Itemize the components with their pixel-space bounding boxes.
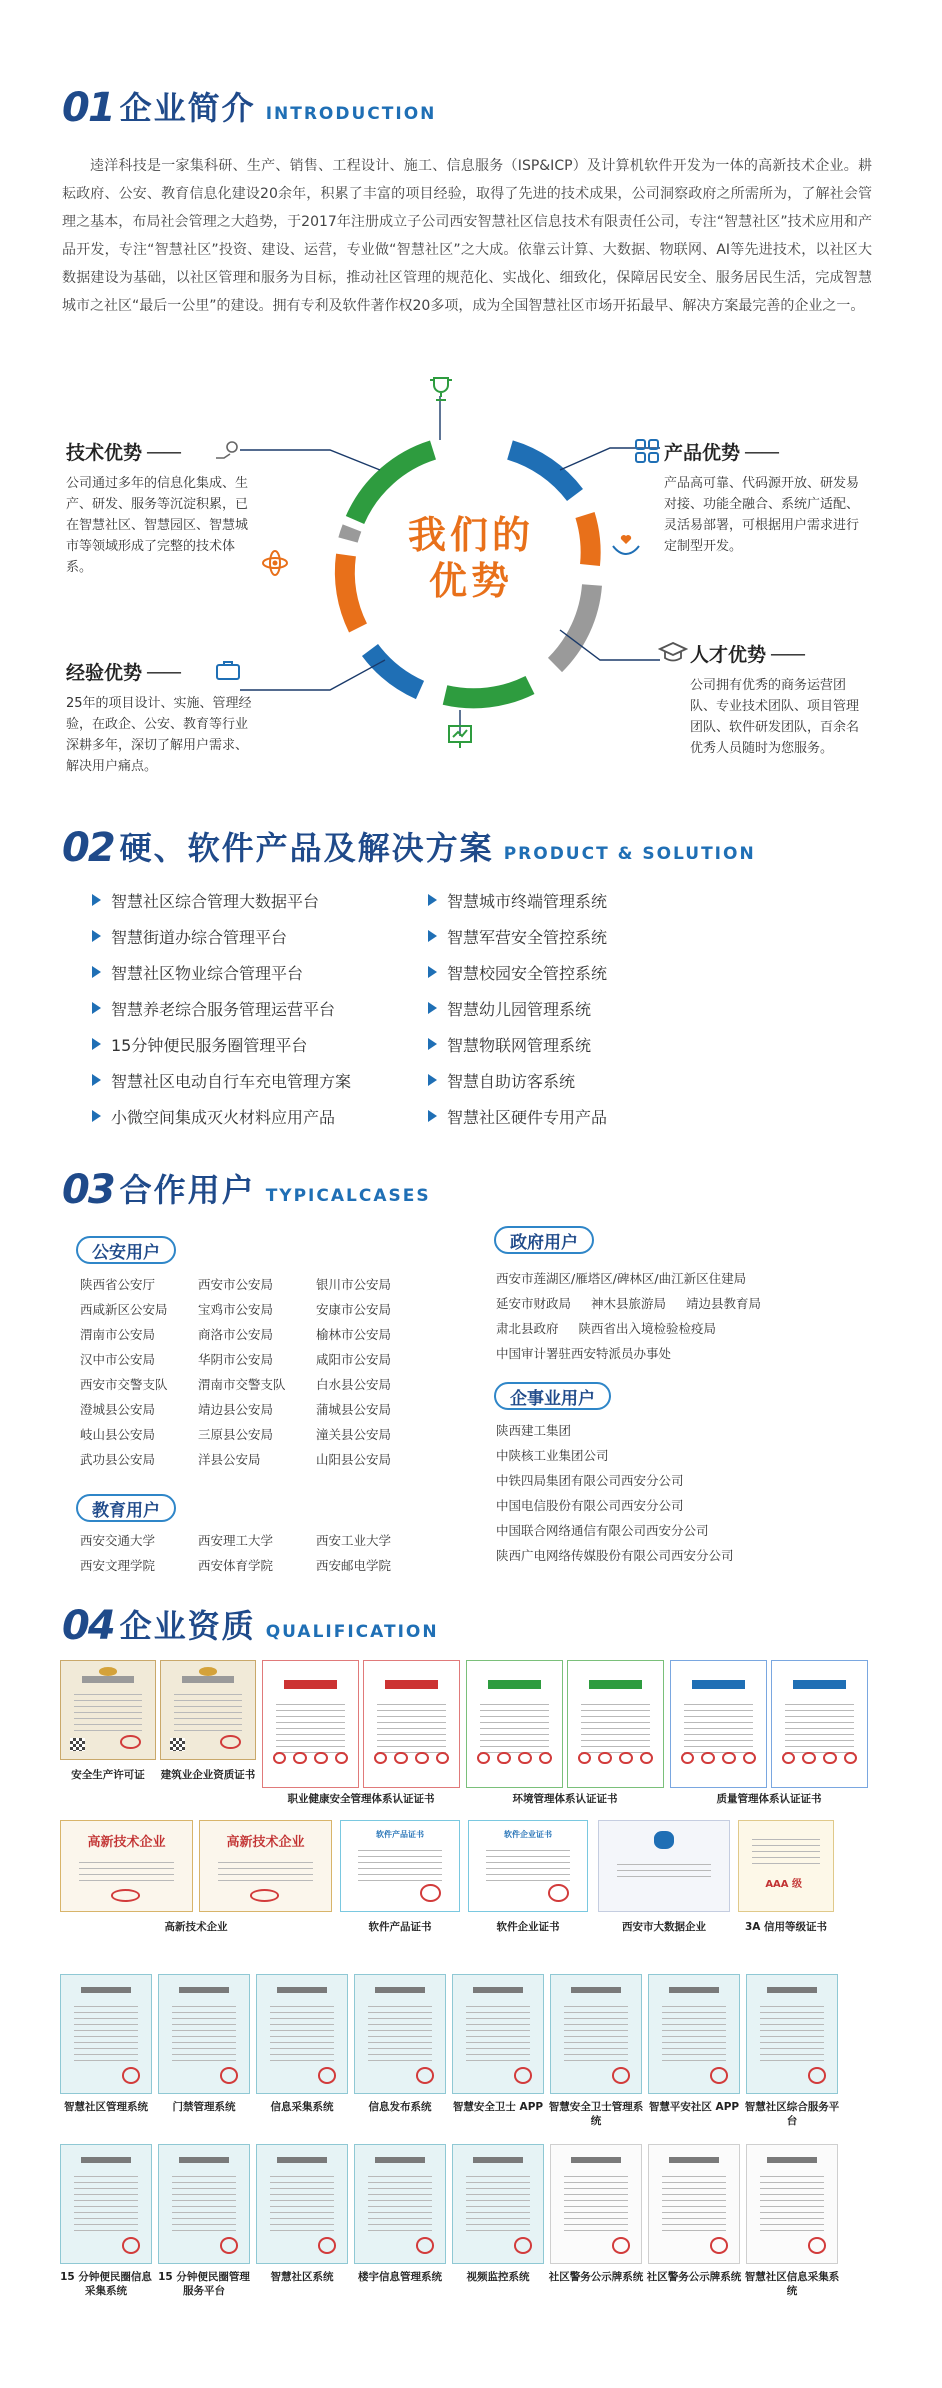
section-title: 合作用户 (119, 1171, 256, 1209)
trophy-icon (426, 374, 456, 404)
advantage-title: 技术优势 —— (66, 440, 181, 464)
certificate-row4-3: 楼宇信息管理系统 (354, 2144, 446, 2304)
list-item: 西咸新区公安局 (80, 1302, 168, 1317)
product-item: 智慧社区硬件专用产品 (428, 1098, 607, 1134)
product-item: 小微空间集成灭火材料应用产品 (92, 1098, 351, 1134)
certificate-row-4 (60, 2144, 838, 2304)
certificate-xian-big-data-enterprise: 西安市大数据企业 (598, 1820, 730, 1970)
section-title-en: QUALIFICATION (265, 1622, 439, 1642)
ring-arc-orange-left (345, 555, 358, 628)
product-item: 智慧社区电动自行车充电管理方案 (92, 1062, 351, 1098)
triangle-bullet-icon (92, 1110, 101, 1122)
product-item: 智慧物联网管理系统 (428, 1026, 607, 1062)
list-item: 西安理工大学 (198, 1533, 274, 1548)
list-item: 澄城县公安局 (80, 1402, 156, 1417)
certificate-row4-0: 15 分钟便民圈信息采集系统 (60, 2144, 152, 2304)
triangle-bullet-icon (92, 1038, 101, 1050)
section-number: 02 (62, 825, 114, 871)
product-list-left (92, 882, 351, 1134)
list-item: 靖边县公安局 (198, 1402, 274, 1417)
triangle-bullet-icon (428, 1002, 437, 1014)
list-item: 岐山县公安局 (80, 1427, 156, 1442)
list-item: 中国审计署驻西安特派员办事处 (496, 1346, 672, 1361)
list-item: 咸阳市公安局 (316, 1352, 392, 1367)
product-item: 智慧幼儿园管理系统 (428, 990, 607, 1026)
presentation-board-icon (445, 722, 475, 752)
tag-government-users: 政府用户 (494, 1226, 594, 1254)
advantage-title: 经验优势 —— (66, 660, 181, 684)
list-item: 陕西省公安厅 (80, 1277, 156, 1292)
triangle-bullet-icon (428, 966, 437, 978)
connector-tech (240, 450, 380, 470)
advantage-text: 公司拥有优秀的商务运营团队、专业技术团队、项目管理团队、软件研发团队，百余名优秀人员随时为您服务。 (690, 678, 860, 756)
ring-arc-green-top (355, 450, 433, 520)
certificate-row4-5: 社区警务公示牌系统 (550, 2144, 642, 2304)
section-number: 03 (62, 1167, 114, 1213)
triangle-bullet-icon (428, 1074, 437, 1086)
certificate-row-3 (60, 1974, 838, 2134)
certificate-row3-7: 智慧社区综合服务平台 (746, 1974, 838, 2134)
section-title: 企业简介 (119, 89, 256, 127)
triangle-bullet-icon (92, 966, 101, 978)
section-title: 企业资质 (119, 1607, 256, 1645)
list-item: 西安文理学院 (80, 1558, 156, 1573)
list-item: 延安市财政局 神木县旅游局 靖边县教育局 (496, 1296, 762, 1311)
certificate-row3-2: 信息采集系统 (256, 1974, 348, 2134)
certificate-construction-qualification: 建筑业企业资质证书 (160, 1660, 256, 1800)
triangle-bullet-icon (428, 894, 437, 906)
triangle-bullet-icon (428, 1110, 437, 1122)
list-item: 中国电信股份有限公司西安分公司 (496, 1498, 684, 1513)
list-item: 西安交通大学 (80, 1533, 156, 1548)
list-item: 西安市公安局 (198, 1277, 274, 1292)
list-item: 渭南市交警支队 (198, 1377, 286, 1392)
certificate-row4-2: 智慧社区系统 (256, 2144, 348, 2304)
certificate-row4-6: 社区警务公示牌系统 (648, 2144, 740, 2304)
triangle-bullet-icon (92, 930, 101, 942)
certificate-row3-3: 信息发布系统 (354, 1974, 446, 2134)
police-user-list (80, 1272, 426, 1472)
advantage-product (664, 438, 864, 557)
enterprise-user-list (496, 1418, 734, 1568)
list-item: 西安市交警支队 (80, 1377, 168, 1392)
section-number: 04 (62, 1603, 114, 1649)
advantage-text: 产品高可靠、代码源开放、研发易对接、功能全融合、系统广适配、灵活易部署，可根据用户需求进行定制型开发。 (664, 476, 860, 554)
certificate-row3-4: 智慧安全卫士 APP (452, 1974, 544, 2134)
list-item: 榆林市公安局 (316, 1327, 392, 1342)
list-item: 银川市公安局 (316, 1277, 392, 1292)
certificate-row3-0: 智慧社区管理系统 (60, 1974, 152, 2134)
advantages-center-line2: 优势 (428, 559, 513, 603)
certificate-row4-7: 智慧社区信息采集系统 (746, 2144, 838, 2304)
advantages-center-line1: 我们的 (407, 513, 534, 557)
atom-icon (260, 548, 290, 578)
connector-experience (240, 660, 385, 690)
product-item: 智慧养老综合服务管理运营平台 (92, 990, 351, 1026)
company-introduction-text: 逵洋科技是一家集科研、生产、销售、工程设计、施工、信息服务（ISP&ICP）及计算机软件开发为一体的高新技术企业。耕耘政府、公安、教育信息化建设20余年，积累了丰富的项目经验，取得了先进的技术成果，公司洞察政府之所需所为，了解社会管理之基本，布局社会管理之大趋势，于2017年注册成立子公司西安智慧社区信息技术有限责任公司，专注“智慧社区”技术应用和产品开发，专注“智慧社区”投资、建设、运营，专业做“智慧社区”之大成。依靠云计算、大数据、物联网、AI等先进技术，以社区大数据建设为基础，以社区管理和服务为目标，推动社区管理的规范化、实战化、细致化，保障居民安全、服务居民生活，完成智慧城市之社区“最后一公里”的建设。拥有专利及软件著作权20多项，成为全国智慧社区市场开拓最早、解决方案最完善的企业之一。 (62, 158, 872, 314)
list-item: 安康市公安局 (316, 1302, 392, 1317)
briefcase-icon (214, 658, 242, 682)
heart-hand-icon (610, 530, 642, 558)
ring-arc-blue-bottom (370, 650, 420, 690)
ring-arc-orange-right (585, 515, 591, 565)
section-number: 01 (62, 85, 114, 131)
section-title-en: TYPICALCASES (265, 1186, 431, 1206)
certificate-row3-1: 门禁管理系统 (158, 1974, 250, 2134)
certificate-occupational-health: 职业健康安全管理体系认证证书 (262, 1660, 460, 1800)
list-item: 华阴市公安局 (198, 1352, 274, 1367)
certificate-row3-6: 智慧平安社区 APP (648, 1974, 740, 2134)
tag-education-users: 教育用户 (76, 1494, 176, 1522)
product-item: 智慧校园安全管控系统 (428, 954, 607, 990)
product-item: 智慧社区综合管理大数据平台 (92, 882, 351, 918)
certificate-software-product: 软件产品证书 软件产品证书 (340, 1820, 460, 1970)
section-heading-introduction (62, 78, 437, 131)
tag-police-users: 公安用户 (76, 1236, 176, 1264)
list-item: 渭南市公安局 (80, 1327, 156, 1342)
product-item: 智慧街道办综合管理平台 (92, 918, 351, 954)
certificate-row4-1: 15 分钟便民圈管理服务平台 (158, 2144, 250, 2304)
section-heading-products (62, 818, 756, 871)
certificate-3a-credit-rating: AAA 级 3A 信用等级证书 (738, 1820, 834, 1970)
product-item: 智慧自助访客系统 (428, 1062, 607, 1098)
product-item: 智慧军营安全管控系统 (428, 918, 607, 954)
tag-enterprise-users: 企事业用户 (494, 1382, 611, 1410)
ring-arc-blue-top (510, 450, 575, 495)
advantage-title: 产品优势 —— (664, 440, 779, 464)
grid-blocks-icon (634, 438, 660, 464)
list-item: 宝鸡市公安局 (198, 1302, 274, 1317)
product-item: 智慧城市终端管理系统 (428, 882, 607, 918)
graduation-cap-icon (658, 640, 688, 666)
list-item: 商洛市公安局 (198, 1327, 274, 1342)
list-item: 肃北县政府 陕西省出入境检验检疫局 (496, 1321, 717, 1336)
list-item: 汉中市公安局 (80, 1352, 156, 1367)
section-title-en: PRODUCT & SOLUTION (503, 844, 756, 864)
advantage-title: 人才优势 —— (690, 642, 805, 666)
advantage-text: 25年的项目设计、实施、管理经验，在政企、公安、教育等行业深耕多年，深切了解用户需求、解决用户痛点。 (66, 696, 252, 774)
product-item: 智慧社区物业综合管理平台 (92, 954, 351, 990)
list-item: 洋县公安局 (198, 1452, 261, 1467)
ring-arc-green-bottom (445, 685, 530, 698)
triangle-bullet-icon (92, 1074, 101, 1086)
education-user-list (80, 1528, 426, 1578)
ring-arc-gray-left (348, 528, 352, 540)
section-title-en: INTRODUCTION (265, 104, 437, 124)
list-item: 蒲城县公安局 (316, 1402, 392, 1417)
section-heading-cases (62, 1160, 431, 1213)
advantage-talent (690, 640, 870, 759)
certificate-quality-management: 质量管理体系认证证书 (670, 1660, 868, 1800)
section-title: 硬、软件产品及解决方案 (119, 829, 494, 867)
list-item: 山阳县公安局 (316, 1452, 392, 1467)
certificate-environment-management: 环境管理体系认证证书 (466, 1660, 664, 1800)
product-list-right (428, 882, 607, 1134)
list-item: 中国联合网络通信有限公司西安分公司 (496, 1523, 709, 1538)
list-item: 西安邮电学院 (316, 1558, 392, 1573)
list-item: 西安工业大学 (316, 1533, 392, 1548)
list-item: 陕西建工集团 (496, 1423, 572, 1438)
list-item: 中铁四局集团有限公司西安分公司 (496, 1473, 684, 1488)
hand-gear-icon (214, 438, 242, 462)
triangle-bullet-icon (92, 894, 101, 906)
triangle-bullet-icon (428, 930, 437, 942)
advantages-center (371, 512, 571, 604)
section-heading-qualification (62, 1596, 439, 1649)
product-item: 15分钟便民服务圈管理平台 (92, 1026, 351, 1062)
certificate-high-tech-enterprise: 高新技术企业 高新技术企业 高新技术企业 (60, 1820, 332, 1970)
certificate-row-1 (60, 1660, 868, 1805)
certificate-software-enterprise: 软件企业证书 软件企业证书 (468, 1820, 588, 1970)
list-item: 陕西广电网络传媒股份有限公司西安分公司 (496, 1548, 734, 1563)
certificate-row4-4: 视频监控系统 (452, 2144, 544, 2304)
certificate-row-2 (60, 1820, 834, 1970)
advantage-text: 公司通过多年的信息化集成、生产、研发、服务等沉淀积累，已在智慧社区、智慧园区、智慧城市等领域形成了完整的技术体系。 (66, 476, 249, 575)
triangle-bullet-icon (92, 1002, 101, 1014)
list-item: 西安市莲湖区/雁塔区/碑林区/曲江新区住建局 (496, 1271, 747, 1286)
list-item: 中陕核工业集团公司 (496, 1448, 609, 1463)
government-user-list (496, 1266, 781, 1366)
certificate-safety-license: 安全生产许可证 (60, 1660, 156, 1800)
list-item: 三原县公安局 (198, 1427, 274, 1442)
certificate-row3-5: 智慧安全卫士管理系统 (550, 1974, 642, 2134)
list-item: 潼关县公安局 (316, 1427, 392, 1442)
list-item: 白水县公安局 (316, 1377, 392, 1392)
list-item: 武功县公安局 (80, 1452, 156, 1467)
list-item: 西安体育学院 (198, 1558, 274, 1573)
triangle-bullet-icon (428, 1038, 437, 1050)
